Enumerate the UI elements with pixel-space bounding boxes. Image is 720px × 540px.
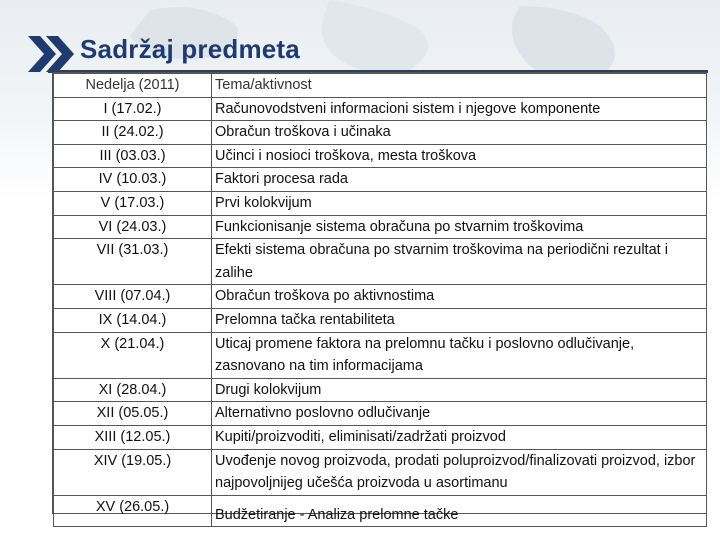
table-row	[54, 425, 707, 449]
table-row	[54, 285, 707, 309]
table-row	[54, 97, 707, 121]
week-cell: X (21.04.)	[54, 332, 212, 378]
schedule-table-container	[52, 72, 707, 523]
table-row	[54, 495, 707, 527]
table-row	[54, 144, 707, 168]
table-row	[54, 332, 707, 378]
table-row	[54, 215, 707, 239]
week-cell: XI (28.04.)	[54, 378, 212, 402]
topic-cell: Funkcionisanje sistema obračuna po stvarnim troškovima	[212, 215, 707, 239]
table-row	[54, 168, 707, 192]
schedule-table	[53, 73, 707, 527]
table-header-row	[54, 74, 707, 98]
week-cell: IX (14.04.)	[54, 308, 212, 332]
week-cell: I (17.02.)	[54, 97, 212, 121]
week-cell: XIV (19.05.)	[54, 449, 212, 495]
topic-cell: Uticaj promene faktora na prelomnu tačku i poslovno odlučivanje, zasnovano na tim informacijama	[212, 332, 707, 378]
topic-cell: Računovodstveni informacioni sistem i njegove komponente	[212, 97, 707, 121]
week-cell: VII (31.03.)	[54, 239, 212, 285]
topic-cell: Drugi kolokvijum	[212, 378, 707, 402]
week-cell: XIII (12.05.)	[54, 425, 212, 449]
table-row	[54, 378, 707, 402]
slide-title: Sadržaj predmeta	[80, 34, 300, 64]
topic-cell: Alternativno poslovno odlučivanje	[212, 402, 707, 426]
week-cell: III (03.03.)	[54, 144, 212, 168]
week-cell: VIII (07.04.)	[54, 285, 212, 309]
topic-cell: Prvi kolokvijum	[212, 191, 707, 215]
week-cell: XII (05.05.)	[54, 402, 212, 426]
topic-cell: Obračun troškova po aktivnostima	[212, 285, 707, 309]
topic-cell: Prelomna tačka rentabiliteta	[212, 308, 707, 332]
table-row	[54, 308, 707, 332]
header-topic: Tema/aktivnost	[212, 74, 707, 98]
double-chevron-logo-icon	[26, 34, 76, 74]
header-week: Nedelja (2011)	[54, 74, 212, 98]
topic-cell: Budžetiranje - Analiza prelomne tačke	[212, 495, 707, 527]
table-row	[54, 402, 707, 426]
week-cell: II (24.02.)	[54, 121, 212, 145]
week-cell: V (17.03.)	[54, 191, 212, 215]
topic-cell: Faktori procesa rada	[212, 168, 707, 192]
table-row	[54, 449, 707, 495]
table-row	[54, 191, 707, 215]
topic-cell: Uvođenje novog proizvoda, prodati poluproizvod/finalizovati proizvod, izbor najpovoljnijeg učešća proizvoda u asortimanu	[212, 449, 707, 495]
topic-cell: Kupiti/proizvoditi, eliminisati/zadržati proizvod	[212, 425, 707, 449]
topic-cell: Efekti sistema obračuna po stvarnim troškovima na periodični rezultat i zalihe	[212, 239, 707, 285]
week-cell: IV (10.03.)	[54, 168, 212, 192]
topic-cell: Učinci i nosioci troškova, mesta troškova	[212, 144, 707, 168]
table-row	[54, 121, 707, 145]
week-cell: XV (26.05.)	[54, 495, 212, 527]
topic-cell: Obračun troškova i učinaka	[212, 121, 707, 145]
table-row	[54, 239, 707, 285]
week-cell: VI (24.03.)	[54, 215, 212, 239]
